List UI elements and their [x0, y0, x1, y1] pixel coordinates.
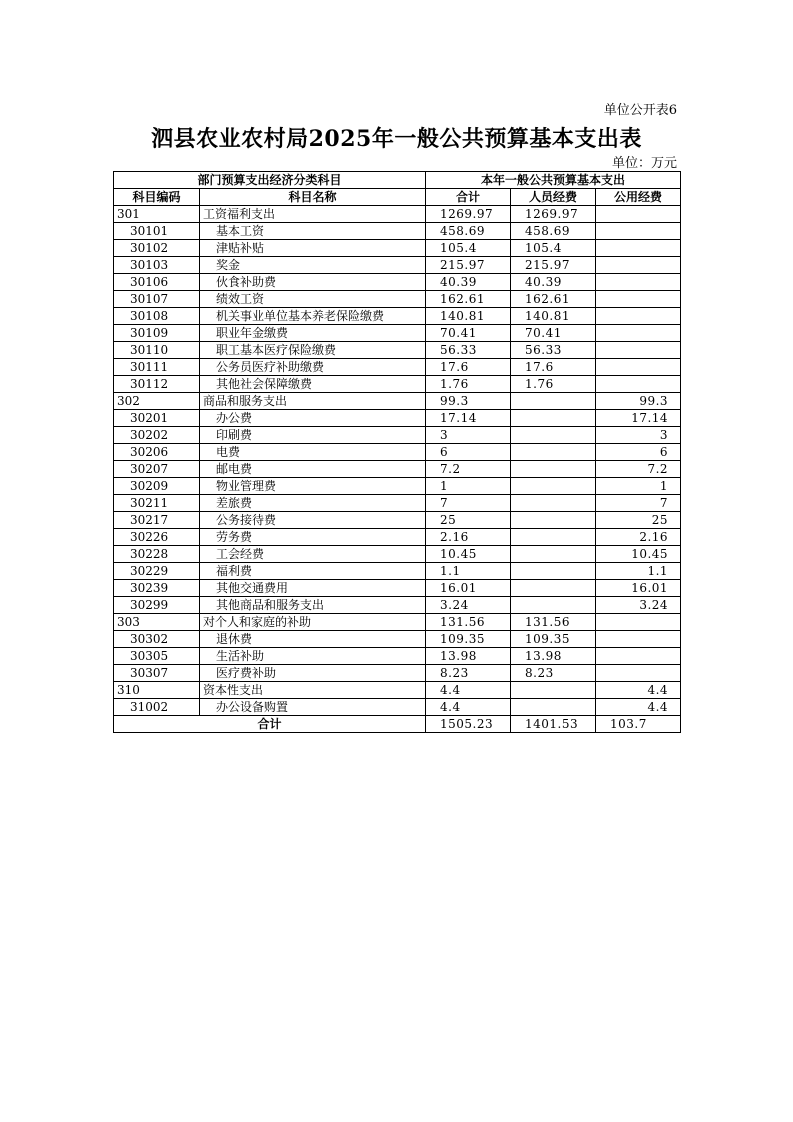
row-code: 30307 — [114, 665, 200, 682]
group-header-classification: 部门预算支出经济分类科目 — [114, 172, 426, 189]
row-personnel: 8.23 — [511, 665, 596, 682]
row-name: 生活补助 — [200, 648, 426, 665]
row-personnel — [511, 512, 596, 529]
row-name: 邮电费 — [200, 461, 426, 478]
row-public — [596, 257, 681, 274]
row-name: 电费 — [200, 444, 426, 461]
row-total: 3 — [426, 427, 511, 444]
row-code: 302 — [114, 393, 200, 410]
row-total: 25 — [426, 512, 511, 529]
row-public — [596, 206, 681, 223]
row-public: 25 — [596, 512, 681, 529]
row-name: 职工基本医疗保险缴费 — [200, 342, 426, 359]
row-public: 3 — [596, 427, 681, 444]
row-name: 资本性支出 — [200, 682, 426, 699]
row-personnel — [511, 444, 596, 461]
row-total: 2.16 — [426, 529, 511, 546]
row-total: 1 — [426, 478, 511, 495]
row-name: 绩效工资 — [200, 291, 426, 308]
table-row — [114, 495, 681, 512]
table-row — [114, 546, 681, 563]
total-label: 合计 — [114, 716, 426, 733]
row-code: 30106 — [114, 274, 200, 291]
row-code: 30202 — [114, 427, 200, 444]
table-row — [114, 359, 681, 376]
table-row — [114, 563, 681, 580]
row-name: 其他商品和服务支出 — [200, 597, 426, 614]
row-personnel: 56.33 — [511, 342, 596, 359]
column-header-public: 公用经费 — [596, 189, 681, 206]
row-code: 30299 — [114, 597, 200, 614]
row-name: 印刷费 — [200, 427, 426, 444]
row-public — [596, 631, 681, 648]
column-header-total: 合计 — [426, 189, 511, 206]
row-name: 津贴补贴 — [200, 240, 426, 257]
total-personnel: 1401.53 — [511, 716, 596, 733]
row-name: 公务员医疗补助缴费 — [200, 359, 426, 376]
row-public: 4.4 — [596, 682, 681, 699]
row-personnel: 109.35 — [511, 631, 596, 648]
table-row — [114, 376, 681, 393]
row-public: 99.3 — [596, 393, 681, 410]
table-row — [114, 308, 681, 325]
row-total: 7.2 — [426, 461, 511, 478]
row-public: 7 — [596, 495, 681, 512]
row-personnel — [511, 682, 596, 699]
column-header-code: 科目编码 — [114, 189, 200, 206]
row-code: 30302 — [114, 631, 200, 648]
row-name: 工会经费 — [200, 546, 426, 563]
table-row — [114, 240, 681, 257]
row-personnel: 13.98 — [511, 648, 596, 665]
row-personnel — [511, 461, 596, 478]
row-public: 6 — [596, 444, 681, 461]
row-public: 3.24 — [596, 597, 681, 614]
table-row — [114, 444, 681, 461]
row-public — [596, 359, 681, 376]
row-code: 30108 — [114, 308, 200, 325]
row-code: 30111 — [114, 359, 200, 376]
row-personnel — [511, 410, 596, 427]
row-public — [596, 648, 681, 665]
row-name: 基本工资 — [200, 223, 426, 240]
row-public: 2.16 — [596, 529, 681, 546]
row-personnel: 105.4 — [511, 240, 596, 257]
row-name: 差旅费 — [200, 495, 426, 512]
row-personnel: 215.97 — [511, 257, 596, 274]
table-row — [114, 478, 681, 495]
table-row — [114, 291, 681, 308]
row-name: 工资福利支出 — [200, 206, 426, 223]
column-header-name: 科目名称 — [200, 189, 426, 206]
row-public: 1.1 — [596, 563, 681, 580]
row-total: 458.69 — [426, 223, 511, 240]
table-row — [114, 427, 681, 444]
row-public — [596, 223, 681, 240]
row-total: 1.76 — [426, 376, 511, 393]
table-row — [114, 631, 681, 648]
unit-label: 单位：万元 — [611, 156, 677, 171]
row-personnel: 17.6 — [511, 359, 596, 376]
row-name: 奖金 — [200, 257, 426, 274]
page-title: 泗县农业农村局2025年一般公共预算基本支出表 — [151, 126, 642, 152]
table-row — [114, 257, 681, 274]
row-code: 30228 — [114, 546, 200, 563]
row-public — [596, 274, 681, 291]
row-total: 17.6 — [426, 359, 511, 376]
table-body — [114, 206, 681, 716]
row-name: 劳务费 — [200, 529, 426, 546]
row-code: 30229 — [114, 563, 200, 580]
row-name: 伙食补助费 — [200, 274, 426, 291]
row-personnel — [511, 699, 596, 716]
row-public — [596, 376, 681, 393]
group-header-expenditure: 本年一般公共预算基本支出 — [426, 172, 681, 189]
row-total: 162.61 — [426, 291, 511, 308]
table-row — [114, 665, 681, 682]
row-public — [596, 665, 681, 682]
row-code: 30201 — [114, 410, 200, 427]
row-personnel — [511, 563, 596, 580]
row-total: 7 — [426, 495, 511, 512]
table-row — [114, 223, 681, 240]
row-name: 其他交通费用 — [200, 580, 426, 597]
row-name: 办公设备购置 — [200, 699, 426, 716]
row-personnel — [511, 393, 596, 410]
row-total: 4.4 — [426, 682, 511, 699]
row-total: 1269.97 — [426, 206, 511, 223]
row-code: 30226 — [114, 529, 200, 546]
row-code: 30102 — [114, 240, 200, 257]
table-row — [114, 648, 681, 665]
row-code: 30207 — [114, 461, 200, 478]
row-public: 10.45 — [596, 546, 681, 563]
total-public: 103.7 — [596, 716, 681, 733]
table-row — [114, 682, 681, 699]
row-public: 1 — [596, 478, 681, 495]
row-code: 30239 — [114, 580, 200, 597]
row-personnel: 131.56 — [511, 614, 596, 631]
row-code: 30101 — [114, 223, 200, 240]
row-total: 16.01 — [426, 580, 511, 597]
table-row — [114, 325, 681, 342]
row-total: 140.81 — [426, 308, 511, 325]
row-code: 301 — [114, 206, 200, 223]
row-total: 3.24 — [426, 597, 511, 614]
row-name: 退休费 — [200, 631, 426, 648]
row-public — [596, 614, 681, 631]
row-total: 109.35 — [426, 631, 511, 648]
row-total: 8.23 — [426, 665, 511, 682]
table-row — [114, 614, 681, 631]
row-total: 40.39 — [426, 274, 511, 291]
row-total: 215.97 — [426, 257, 511, 274]
row-total: 6 — [426, 444, 511, 461]
row-personnel — [511, 427, 596, 444]
row-code: 310 — [114, 682, 200, 699]
table-row — [114, 597, 681, 614]
row-code: 31002 — [114, 699, 200, 716]
row-public — [596, 342, 681, 359]
column-header-personnel: 人员经费 — [511, 189, 596, 206]
row-name: 其他社会保障缴费 — [200, 376, 426, 393]
row-public — [596, 325, 681, 342]
budget-table — [113, 171, 681, 733]
row-code: 30217 — [114, 512, 200, 529]
table-row — [114, 393, 681, 410]
row-code: 30110 — [114, 342, 200, 359]
row-public — [596, 240, 681, 257]
table-row — [114, 206, 681, 223]
row-personnel: 70.41 — [511, 325, 596, 342]
row-code: 30103 — [114, 257, 200, 274]
row-public: 17.14 — [596, 410, 681, 427]
row-name: 商品和服务支出 — [200, 393, 426, 410]
row-name: 福利费 — [200, 563, 426, 580]
table-row — [114, 274, 681, 291]
table-row — [114, 342, 681, 359]
row-public: 16.01 — [596, 580, 681, 597]
row-total: 4.4 — [426, 699, 511, 716]
row-total: 13.98 — [426, 648, 511, 665]
table-row — [114, 461, 681, 478]
form-number: 单位公开表6 — [603, 103, 677, 118]
row-total: 10.45 — [426, 546, 511, 563]
table-row — [114, 410, 681, 427]
row-personnel: 1269.97 — [511, 206, 596, 223]
row-total: 105.4 — [426, 240, 511, 257]
row-public — [596, 291, 681, 308]
row-total: 131.56 — [426, 614, 511, 631]
row-total: 70.41 — [426, 325, 511, 342]
row-public: 4.4 — [596, 699, 681, 716]
row-total: 17.14 — [426, 410, 511, 427]
row-total: 1.1 — [426, 563, 511, 580]
row-code: 30206 — [114, 444, 200, 461]
row-personnel — [511, 478, 596, 495]
row-personnel: 140.81 — [511, 308, 596, 325]
row-total: 99.3 — [426, 393, 511, 410]
row-code: 30211 — [114, 495, 200, 512]
row-personnel — [511, 495, 596, 512]
row-name: 物业管理费 — [200, 478, 426, 495]
row-public: 7.2 — [596, 461, 681, 478]
row-name: 医疗费补助 — [200, 665, 426, 682]
row-personnel — [511, 580, 596, 597]
row-name: 职业年金缴费 — [200, 325, 426, 342]
table-row — [114, 580, 681, 597]
row-personnel — [511, 529, 596, 546]
row-code: 30107 — [114, 291, 200, 308]
row-personnel: 458.69 — [511, 223, 596, 240]
row-name: 机关事业单位基本养老保险缴费 — [200, 308, 426, 325]
table-row — [114, 529, 681, 546]
row-personnel: 40.39 — [511, 274, 596, 291]
row-personnel: 162.61 — [511, 291, 596, 308]
row-code: 30209 — [114, 478, 200, 495]
table-row — [114, 512, 681, 529]
row-code: 303 — [114, 614, 200, 631]
row-name: 公务接待费 — [200, 512, 426, 529]
table-row — [114, 699, 681, 716]
row-code: 30109 — [114, 325, 200, 342]
row-public — [596, 308, 681, 325]
row-personnel — [511, 597, 596, 614]
row-personnel — [511, 546, 596, 563]
total-row — [114, 716, 681, 733]
row-total: 56.33 — [426, 342, 511, 359]
row-personnel: 1.76 — [511, 376, 596, 393]
row-code: 30305 — [114, 648, 200, 665]
row-code: 30112 — [114, 376, 200, 393]
row-name: 办公费 — [200, 410, 426, 427]
row-name: 对个人和家庭的补助 — [200, 614, 426, 631]
total-sum: 1505.23 — [426, 716, 511, 733]
